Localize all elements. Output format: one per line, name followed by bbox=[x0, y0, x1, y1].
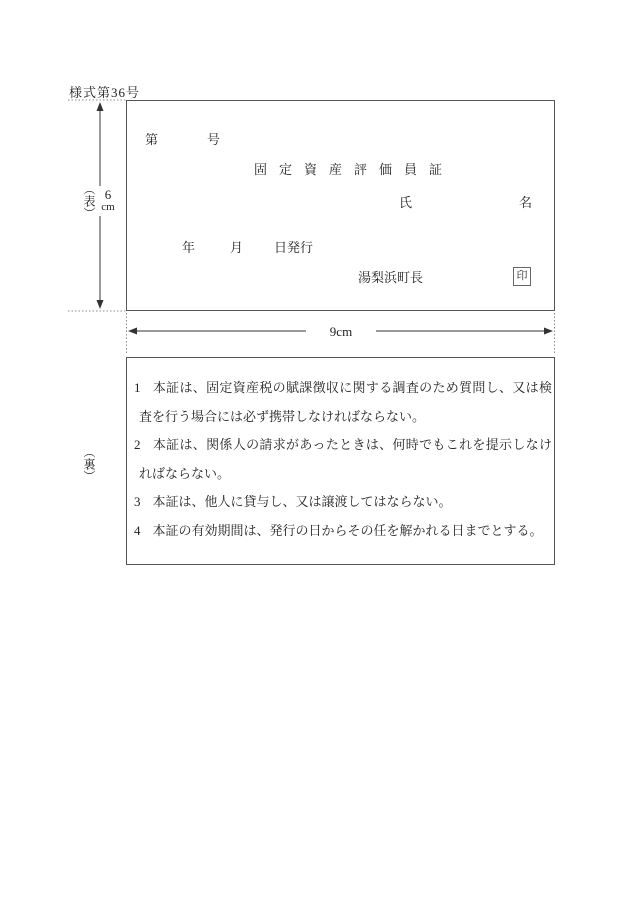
rule-item bbox=[134, 488, 552, 517]
height-dimension-label bbox=[99, 188, 117, 213]
certificate-back-card bbox=[126, 357, 555, 565]
rule-text: 本証は、他人に貸与し、又は譲渡してはならない。 bbox=[152, 494, 452, 510]
arrowhead-down-icon bbox=[97, 300, 104, 309]
height-unit: cm bbox=[101, 201, 115, 213]
arrowhead-up-icon bbox=[97, 102, 104, 111]
name-label-left: 氏 bbox=[399, 195, 413, 210]
arrowhead-right-icon bbox=[544, 328, 553, 335]
rule-text: 本証は、関係人の請求があったときは、何時でもこれを提示しなければならない。 bbox=[139, 437, 552, 481]
cert-number-suffix: 号 bbox=[207, 132, 221, 147]
rule-number: 4 bbox=[134, 522, 141, 538]
cert-number-prefix: 第 bbox=[145, 132, 159, 147]
height-value: 6 bbox=[104, 187, 112, 202]
front-side-label: （表） bbox=[82, 183, 96, 219]
certificate-front-card bbox=[126, 100, 555, 311]
rule-number: 2 bbox=[134, 437, 141, 453]
rule-item bbox=[134, 517, 552, 546]
back-side-label: （裏） bbox=[82, 446, 96, 482]
arrowhead-left-icon bbox=[128, 328, 137, 335]
date-month-label: 月 bbox=[230, 240, 244, 255]
date-issue-label: 日発行 bbox=[274, 240, 314, 255]
issuer-label: 湯梨浜町長 bbox=[358, 270, 424, 285]
width-dimension-label: 9cm bbox=[311, 324, 371, 340]
rule-item bbox=[134, 374, 552, 431]
certificate-title: 固定資産評価員証 bbox=[254, 162, 455, 177]
date-year-label: 年 bbox=[182, 240, 196, 255]
seal-mark: 印 bbox=[513, 267, 531, 286]
rules-list bbox=[127, 374, 552, 546]
form-number-label: 様式第36号 bbox=[69, 85, 141, 100]
rule-item bbox=[134, 431, 552, 488]
rule-text: 本証の有効期間は、発行の日からその任を解かれる日までとする。 bbox=[152, 522, 543, 538]
rule-number: 1 bbox=[134, 380, 141, 395]
rule-number: 3 bbox=[134, 494, 141, 510]
rule-text: 本証は、固定資産税の賦課徴収に関する調査のため質問し、又は検査を行う場合には必ず携帯しなければならない。 bbox=[139, 380, 552, 424]
name-label-right: 名 bbox=[519, 195, 533, 210]
